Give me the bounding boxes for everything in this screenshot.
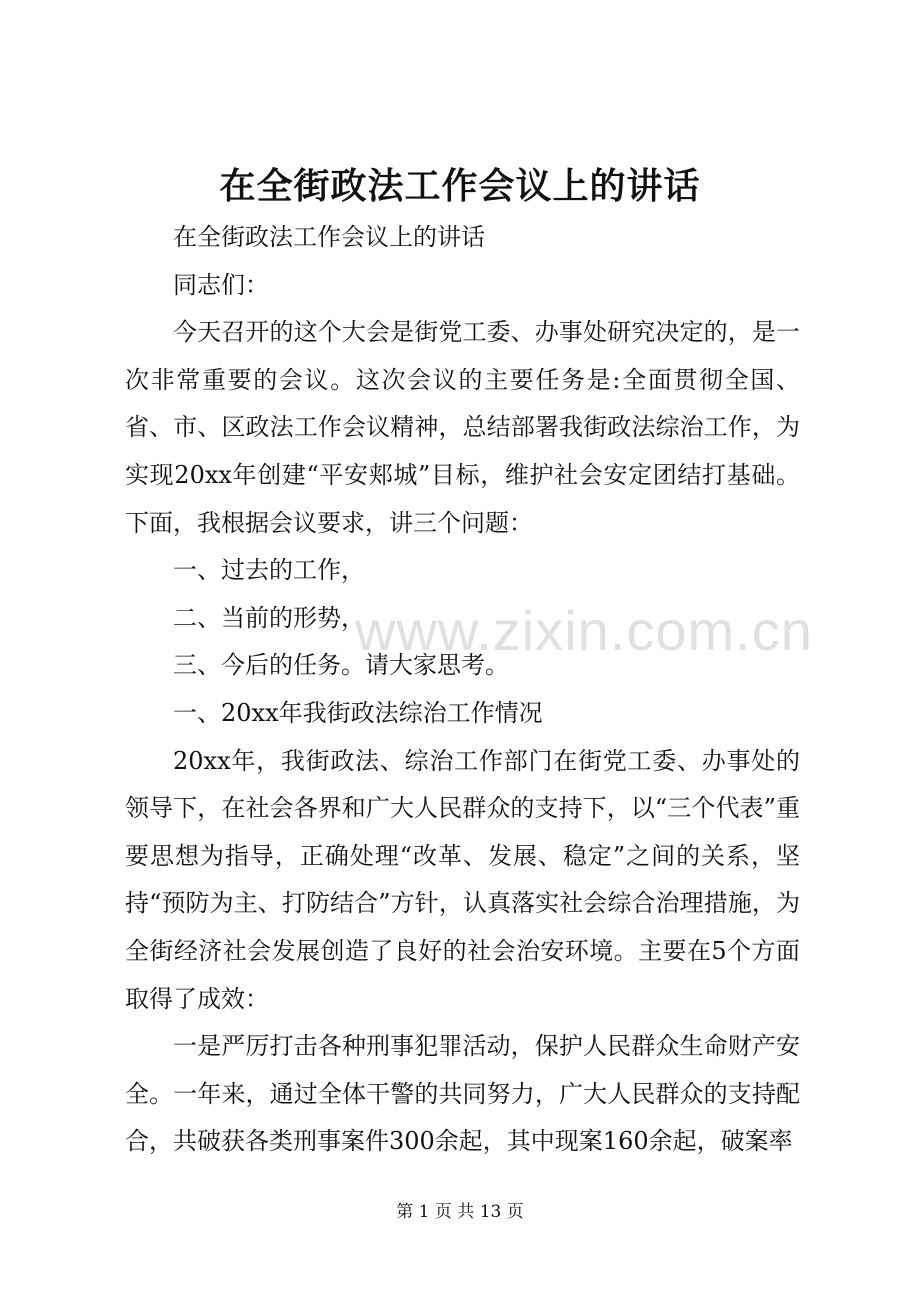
document-title: 在全街政法工作会议上的讲话: [219, 165, 701, 207]
paragraph-point-1: 一、过去的工作，: [173, 556, 365, 585]
paragraph-salutation: 同志们：: [173, 270, 269, 299]
paragraph-achievement-1: 一是严厉打击各种刑事犯罪活动，保护人民群众生命财产安全。一年来，通过全体干警的共同努力，广大人民群众的支持配合，共破获各类刑事案件300余起，其中现案160余起，破案率: [125, 1032, 800, 1156]
paragraph-subtitle: 在全街政法工作会议上的讲话: [173, 223, 485, 251]
page-number-footer: 第 1 页 共 13 页: [396, 1202, 524, 1222]
paragraph-intro: 今天召开的这个大会是街党工委、办事处研究决定的，是一次非常重要的会议。这次会议的主要任务是:全面贯彻全国、省、市、区政法工作会议精神，总结部署我街政法综治工作，为实现20xx年创建“平安郏城”目标，维护社会安定团结打基础。下面，我根据会议要求，讲三个问题：: [125, 318, 800, 537]
paragraph-point-3: 三、今后的任务。请大家思考。: [173, 651, 509, 680]
paragraph-section-1-summary: 20xx年，我街政法、综治工作部门在街党工委、办事处的领导下，在社会各界和广大人民群众的支持下，以“三个代表”重要思想为指导，正确处理“改革、发展、稳定”之间的关系，坚持“预防为主、打防结合”方针，认真落实社会综合治理措施，为全街经济社会发展创造了良好的社会治安环境。主要在5个方面取得了成效：: [125, 746, 800, 1013]
paragraph-point-2: 二、当前的形势，: [173, 603, 365, 632]
section-heading-1: 一、20xx年我街政法综治工作情况: [173, 698, 543, 727]
watermark: www.zixin.com.cn: [355, 599, 813, 662]
document-body: [125, 214, 800, 1166]
